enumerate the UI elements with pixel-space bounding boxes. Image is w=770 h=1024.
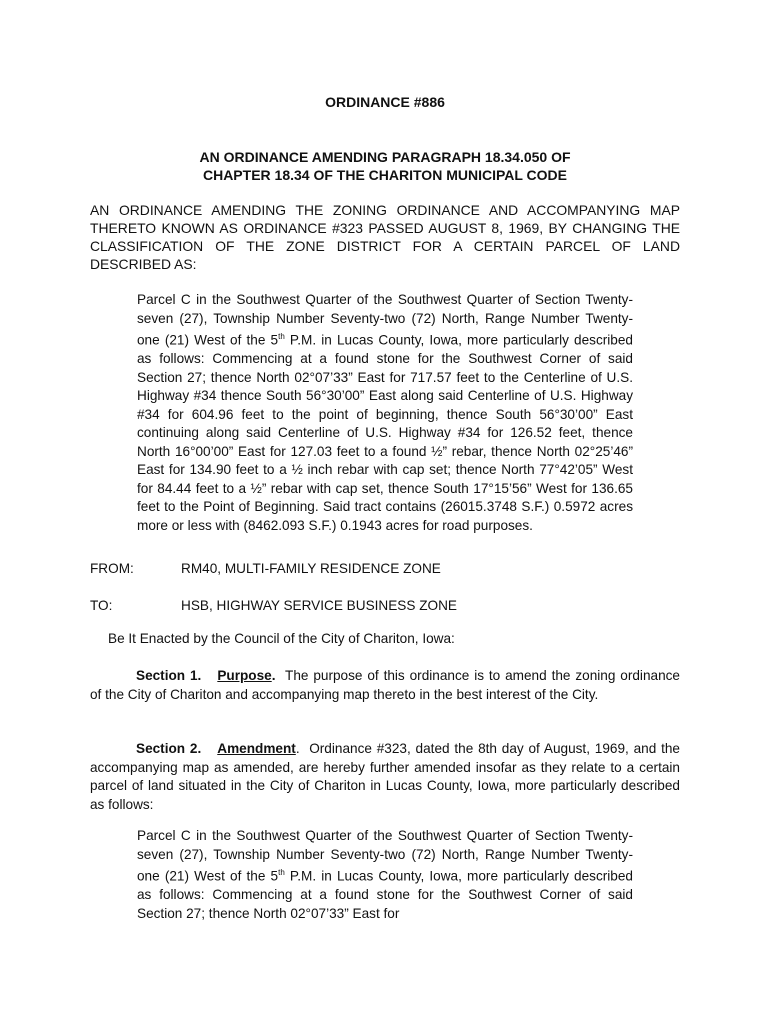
to-zone-row [90, 597, 457, 615]
from-zone-row [90, 560, 441, 578]
parcel-text-lead: Parcel C in the Southwest Quarter of the Southwest Quarter of Section Twenty-seven (27), Township Number Seventy-two (72) North, Range Number Twenty-one (21) West of the 5 [137, 292, 633, 348]
section-2-label: Section 2. [136, 741, 202, 756]
from-zone-value: RM40, MULTI-FAMILY RESIDENCE ZONE [181, 561, 441, 576]
parcel-text-rest: P.M. in Lucas County, Iowa, more particularly described as follows: Commencing at a found stone for the Southwest Corner of said Section 27; thence North 02°07’33” East for 717.57 feet to the Centerline of U.S. Highway #34 thence South 56°30’00” East along said Centerline of U.S. Highway #34 for 604.96 feet to the point of beginning, thence South 56°30’00” East continuing along said Centerline of U.S. Highway #34 for 126.52 feet, thence North 16°00’00” East for 127.03 feet to a found ½” rebar, thence North 02°25’46” East for 134.90 feet to a ½ inch rebar with cap set; thence North 77°42’05” West for 84.44 feet to a ½” rebar with cap set, thence South 17°15’56” West for 136.65 feet to the Point of Beginning. Said tract contains (26015.3748 S.F.) 0.5972 acres more or less with (8462.093 S.F.) 0.1943 acres for road purposes. [137, 332, 633, 533]
section-1-title: Purpose [217, 668, 272, 683]
parcel-description [137, 291, 633, 535]
to-label: TO: [90, 598, 113, 613]
enactment-clause: Be It Enacted by the Council of the City of Chariton, Iowa: [108, 631, 455, 646]
parcel-description-repeat [137, 827, 633, 923]
heading-line: CHAPTER 18.34 OF THE CHARITON MUNICIPAL CODE [202, 167, 568, 183]
ordinance-heading [90, 148, 680, 184]
ordinance-title: ORDINANCE #886 [325, 94, 445, 110]
heading-line: AN ORDINANCE AMENDING PARAGRAPH 18.34.050 OF [199, 149, 571, 165]
from-label: FROM: [90, 561, 134, 576]
ordinance-intro: AN ORDINANCE AMENDING THE ZONING ORDINANCE AND ACCOMPANYING MAP THERETO KNOWN AS ORDINANCE #323 PASSED AUGUST 8, 1969, BY CHANGING THE CLASSIFICATION OF THE ZONE DISTRICT FOR A CERTAIN PARCEL OF LAND DESCRIBED AS: [90, 202, 680, 272]
section-2-text: Ordinance #323, dated the 8th day of August, 1969, and the accompanying map as amended, are hereby further amended insofar as they relate to a certain parcel of land situated in the City of Chariton in Lucas County, Iowa, more particularly described as follows: [90, 741, 680, 812]
parcel-repeat-lead: Parcel C in the Southwest Quarter of the Southwest Quarter of Section Twenty-seven (27), Township Number Seventy-two (72) North, Range Number Twenty-one (21) West of the 5 [137, 828, 633, 884]
section-1-text: The purpose of this ordinance is to amend the zoning ordinance of the City of Chariton and accompanying map thereto in the best interest of the City. [90, 668, 680, 702]
section-2: Section 2. Amendment. Ordinance #323, dated the 8th day of August, 1969, and the accompanying map as amended, are hereby further amended insofar as they relate to a certain parcel of land situated in the City of Chariton in Lucas County, Iowa, more particularly described as follows: [90, 741, 680, 812]
to-zone-value: HSB, HIGHWAY SERVICE BUSINESS ZONE [181, 598, 457, 613]
parcel-superscript: th [278, 332, 285, 341]
section-2-title: Amendment [217, 741, 296, 756]
parcel-repeat-superscript: th [278, 868, 285, 877]
section-1: Section 1. Purpose. The purpose of this ordinance is to amend the zoning ordinance of the City of Chariton and accompanying map thereto in the best interest of the City. [90, 668, 680, 702]
parcel-repeat-rest: P.M. in Lucas County, Iowa, more particularly described as follows: Commencing at a found stone for the Southwest Corner of said Section 27; thence North 02°07’33” East for [137, 868, 633, 921]
section-1-label: Section 1. [136, 668, 202, 683]
